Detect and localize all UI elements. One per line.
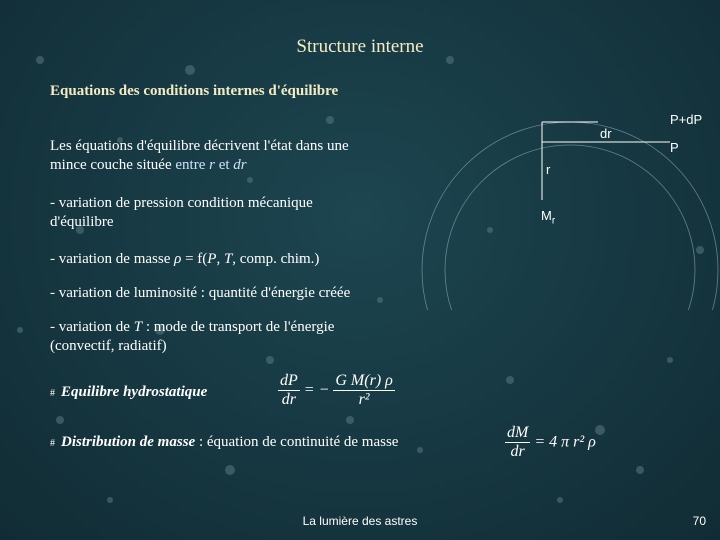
temperature-line-2: (convectif, radiatif) (50, 338, 167, 354)
hydro-rhs-num: G M(r) ρ (335, 372, 393, 389)
label-p-plus-dp: P+dP (670, 112, 703, 127)
label-mr (541, 208, 555, 227)
intro-line-1: Les équations d'équilibre décrivent l'état dans une (50, 138, 349, 154)
hydro-rhs (333, 372, 394, 409)
mass-equation (505, 424, 596, 461)
pressure-item (50, 194, 313, 232)
temp-t: T (133, 319, 143, 335)
hydro-den: dr (281, 391, 296, 408)
bullet-hydrostatic (50, 384, 207, 401)
hydrostatic-equation (278, 372, 395, 409)
mass-t: T (223, 251, 233, 267)
mass-label: Distribution de masse (61, 434, 196, 450)
hydro-rhs-den: r² (358, 391, 370, 408)
label-m-sub: r (551, 215, 556, 227)
mass-rhs: = 4 π r² ρ (534, 433, 596, 451)
footer-title: La lumière des astres (302, 514, 418, 528)
temp-prefix: - variation de (50, 319, 134, 335)
luminosity-item: - variation de luminosité : quantité d'énergie créée (50, 285, 351, 301)
intro-line-2 (50, 156, 349, 175)
slide-title: Structure interne (296, 36, 424, 57)
mass-end: , comp. chim.) (232, 251, 320, 267)
mass-item (50, 250, 319, 269)
hydro-eq: = − (303, 381, 330, 399)
temperature-item (50, 318, 334, 356)
mass-num: dM (507, 424, 529, 441)
label-p: P (670, 140, 679, 155)
shell-diagram (420, 90, 720, 310)
hydro-lhs (278, 372, 300, 409)
pressure-line-1: - variation de pression condition mécanique (50, 195, 313, 211)
intro-and: et (218, 157, 230, 173)
pressure-line-2: d'équilibre (50, 214, 114, 230)
intro-line-2-text: mince couche située (50, 157, 176, 173)
temp-rest: : mode de transport de l'énergie (142, 319, 335, 335)
page-number: 70 (692, 514, 706, 528)
mass-den: dr (510, 443, 525, 460)
intro-paragraph (50, 137, 349, 175)
mass-lhs (505, 424, 530, 461)
mass-rest: : équation de continuité de masse (195, 434, 399, 450)
temperature-line-1 (50, 318, 334, 337)
bullet-mark-icon: # (50, 438, 55, 449)
intro-r: r (209, 157, 215, 173)
bullet-mass-distribution (50, 434, 398, 451)
mass-rho: ρ (174, 251, 182, 267)
slide-subtitle: Equations des conditions internes d'équilibre (50, 83, 339, 99)
hydro-label: Equilibre hydrostatique (61, 384, 208, 400)
mass-sep: , (216, 251, 224, 267)
mass-eq: = f( (181, 251, 208, 267)
inner-shell-circle (445, 145, 695, 310)
mass-p: P (207, 251, 217, 267)
label-dr: dr (600, 126, 612, 141)
label-m: M (541, 208, 552, 223)
hydro-num: dP (280, 372, 298, 389)
intro-dr: dr (233, 157, 247, 173)
bullet-mark-icon: # (50, 388, 55, 399)
intro-between: entre (175, 157, 206, 173)
mass-prefix: - variation de masse (50, 251, 175, 267)
label-r: r (546, 162, 551, 177)
